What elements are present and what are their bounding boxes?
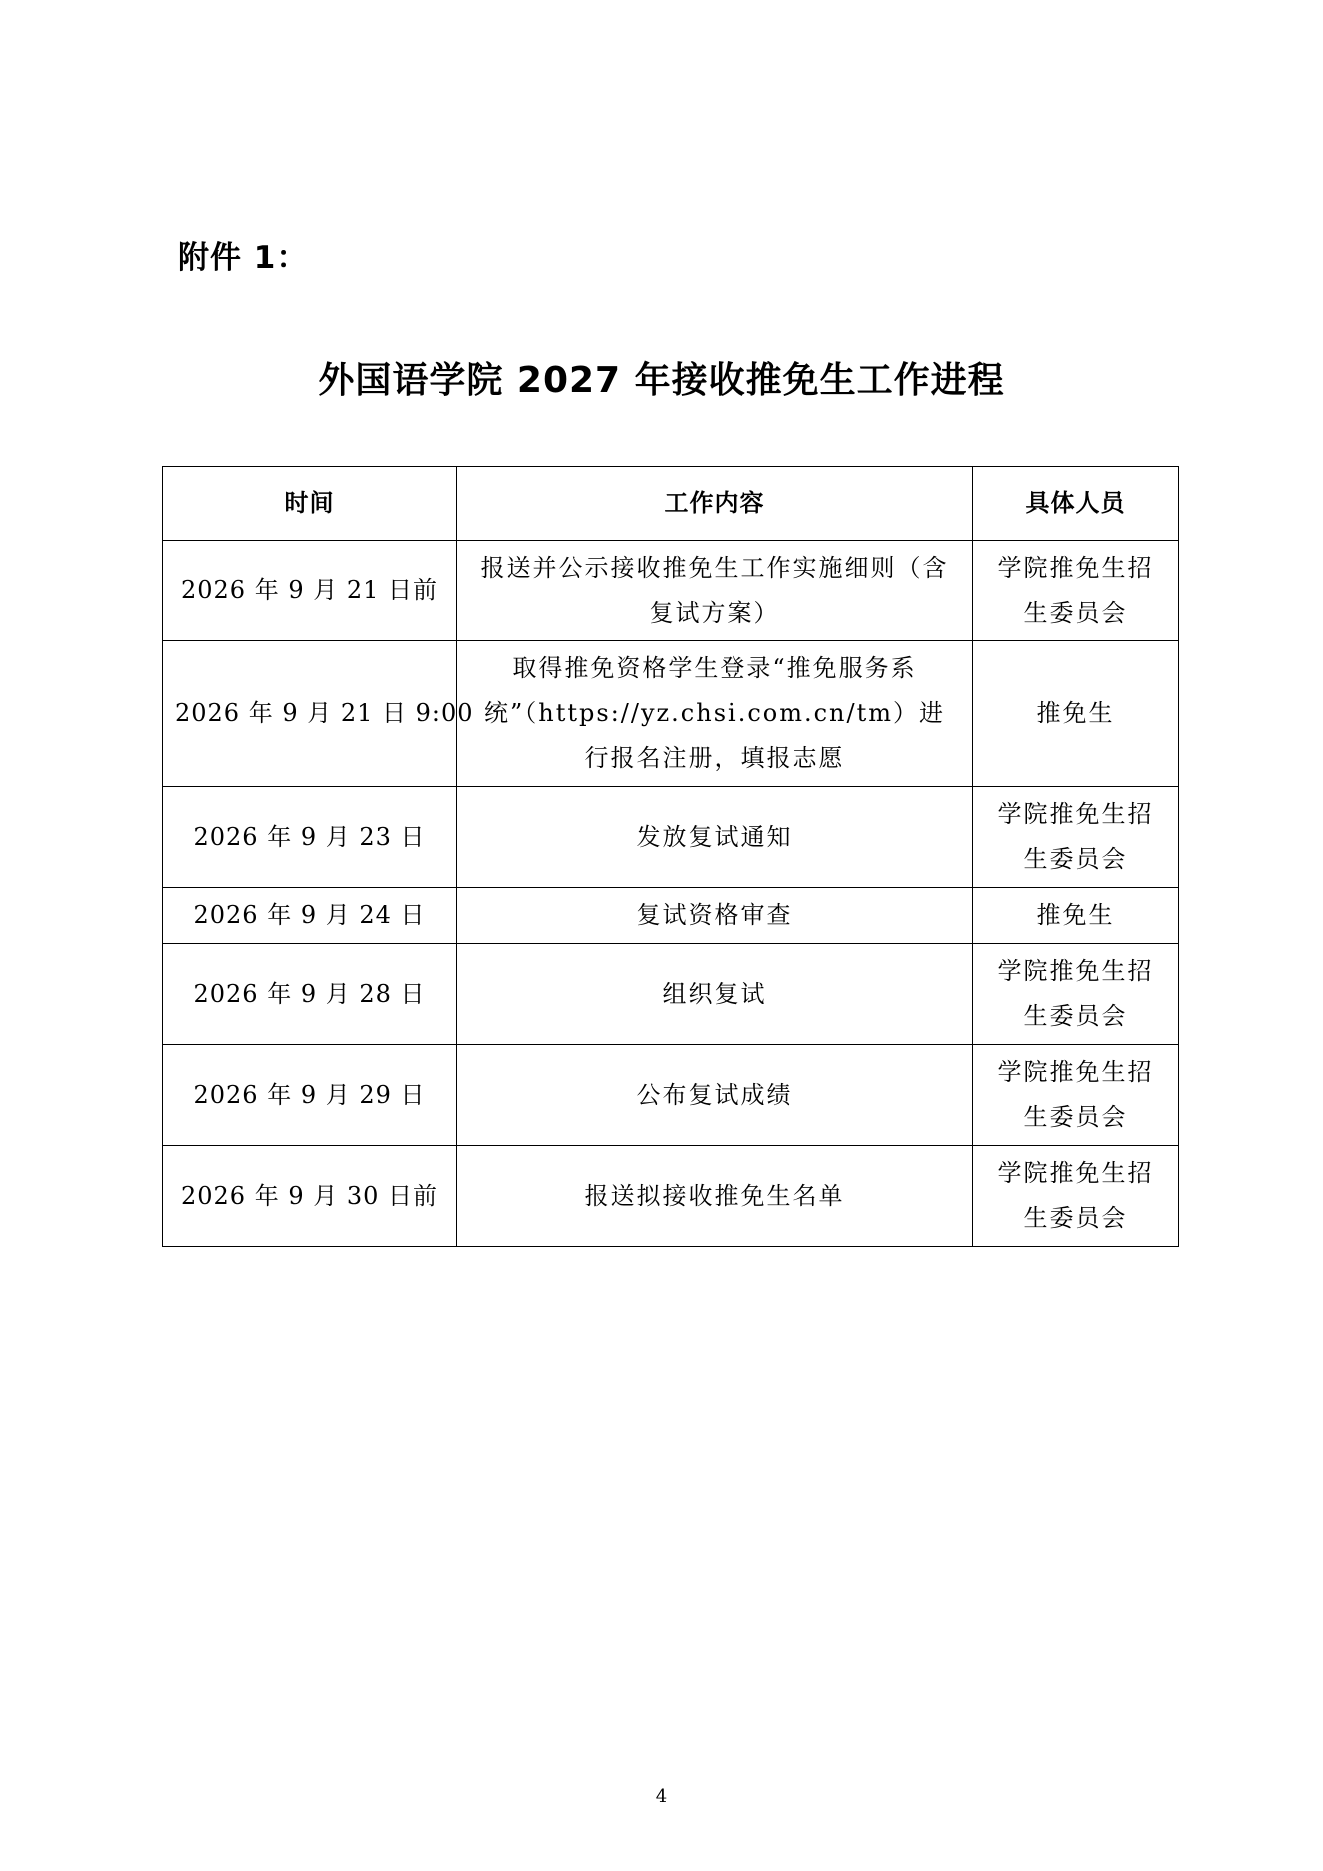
cell-time: 2026 年 9 月 30 日前 (163, 1146, 457, 1247)
table-row (163, 944, 1179, 1045)
cell-content: 公布复试成绩 (457, 1045, 973, 1146)
cell-time: 2026 年 9 月 24 日 (163, 888, 457, 944)
cell-content: 发放复试通知 (457, 787, 973, 888)
cell-time: 2026 年 9 月 21 日 9:00 (163, 641, 457, 787)
table-row (163, 1146, 1179, 1247)
cell-people: 学院推免生招生委员会 (973, 787, 1179, 888)
table-row (163, 541, 1179, 641)
cell-people: 学院推免生招生委员会 (973, 541, 1179, 641)
cell-time: 2026 年 9 月 28 日 (163, 944, 457, 1045)
table-row (163, 888, 1179, 944)
header-people: 具体人员 (973, 467, 1179, 541)
header-time: 时间 (163, 467, 457, 541)
cell-people: 推免生 (973, 888, 1179, 944)
table-row (163, 787, 1179, 888)
cell-time: 2026 年 9 月 23 日 (163, 787, 457, 888)
cell-content: 组织复试 (457, 944, 973, 1045)
document-title: 外国语学院 2027 年接收推免生工作进程 (318, 360, 1005, 401)
attachment-label: 附件 1： (178, 240, 309, 276)
table-row (163, 641, 1179, 787)
table-header-row (163, 467, 1179, 541)
cell-content: 取得推免资格学生登录“推免服务系统”（https://yz.chsi.com.cn/tm）进行报名注册，填报志愿 (457, 641, 973, 787)
cell-content: 报送并公示接收推免生工作实施细则（含复试方案） (457, 541, 973, 641)
cell-people: 学院推免生招生委员会 (973, 944, 1179, 1045)
page-number: 4 (655, 1786, 668, 1807)
table-row (163, 1045, 1179, 1146)
cell-content: 复试资格审查 (457, 888, 973, 944)
cell-people: 学院推免生招生委员会 (973, 1045, 1179, 1146)
cell-people: 学院推免生招生委员会 (973, 1146, 1179, 1247)
cell-people: 推免生 (973, 641, 1179, 787)
header-content: 工作内容 (457, 467, 973, 541)
cell-time: 2026 年 9 月 29 日 (163, 1045, 457, 1146)
cell-content: 报送拟接收推免生名单 (457, 1146, 973, 1247)
schedule-table (162, 466, 1179, 1247)
cell-time: 2026 年 9 月 21 日前 (163, 541, 457, 641)
